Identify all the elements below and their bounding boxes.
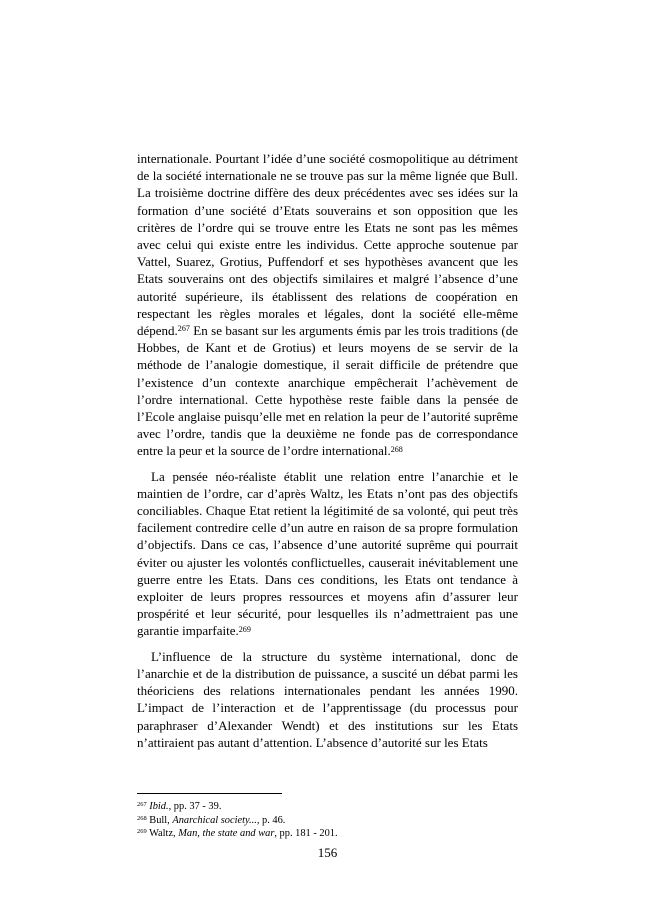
text-run: La pensée néo-réaliste établit une relation entre l’anarchie et le maintien de l’ordre, car d’après Waltz, les Etats n’ont pas des objectifs conciliables. Chaque Etat retient la légitimité de sa volonté, qui peut très facilement contredire celle d’un autre en raison de sa propre formulation d’objectifs. Dans ce cas, l’absence d’une autorité suprême qui pourrait éviter ou ajuster les volontés conflictuelles, causerait inévitablement une guerre entre les Etats. Dans ces conditions, les Etats ont tendance à exploiter de leurs propres ressources et moyens afin d’assurer leur prospérité et leur sécurité, pour lesquelles ils n’admettraient pas une garantie imparfaite. — [137, 468, 518, 639]
paragraph — [137, 468, 518, 640]
body-text — [137, 150, 518, 751]
paragraph — [137, 150, 518, 460]
italic-text-run: Ibid. — [149, 801, 169, 812]
footnote-ref: 269 — [238, 624, 251, 634]
footnote-separator — [137, 793, 282, 794]
footnote — [137, 800, 518, 814]
text-run: internationale. Pourtant l’idée d’une société cosmopolitique au détriment de la société internationale ne se trouve pas sur la même lignée que Bull. La troisième doctrine diffère des deux précédentes avec ses idées sur la formation d’une société d’Etats souverains et son opposition que les critères de l’ordre qui se trouve entre les Etats ne sont pas les mêmes avec celui qui existe entre les individus. Cette approche soutenue par Vattel, Suarez, Grotius, Puffendorf et ses hypothèses avancent que les Etats souverains ont des objectifs similaires et malgré l’absence d’une autorité supérieure, ils établissent des relations de coopération en respectant les règles morales et légales, dont la société elle-même dépend. — [137, 151, 518, 339]
text-run: , pp. 181 - 201. — [274, 828, 338, 840]
italic-text-run: Anarchical society... — [172, 814, 257, 826]
text-run: Waltz, — [149, 828, 179, 840]
text-run: , p. 46. — [256, 814, 286, 826]
text-run: En se basant sur les arguments émis par les trois traditions (de Hobbes, de Kant et de Grotius) et leurs moyens de se servir de la méthode de l’analogie domestique, il serait difficile de prétendre que l’existence d’un contexte anarchique empêcherait l’achèvement de l’ordre international. Cette hypothèse reste faible dans la pensée de l’Ecole anglaise puisqu’elle met en relation la peur de l’autorité suprême avec l’ordre, tandis que la deuxième ne fonde pas de correspondance entre la peur et la source de l’ordre international. — [137, 323, 518, 459]
footnote-number: 267 — [137, 801, 147, 809]
footnote-number: 268 — [137, 814, 147, 822]
footnotes — [137, 800, 518, 841]
footnote-ref: 268 — [390, 444, 403, 454]
text-run: Bull, — [149, 814, 173, 826]
footnote-number: 269 — [137, 828, 147, 836]
footnote-ref: 267 — [177, 324, 190, 334]
italic-text-run: Man, the state and war — [178, 828, 275, 840]
text-run: , pp. 37 - 39. — [168, 801, 222, 812]
footnote — [137, 814, 518, 828]
text-run: L’influence de la structure du système international, donc de l’anarchie et de la distribution de puissance, a suscité un débat parmi les théoriciens des relations internationales pendant les années 1990. L’impact de l’interaction et de l’apprentissage (du processus pour paraphraser d’Alexander Wendt) et des institutions sur les Etats n’attiraient pas autant d’attention. L’absence d’autorité sur les Etats — [137, 648, 518, 750]
footnote — [137, 827, 518, 841]
paragraph — [137, 648, 518, 751]
page-number: 156 — [317, 845, 338, 860]
